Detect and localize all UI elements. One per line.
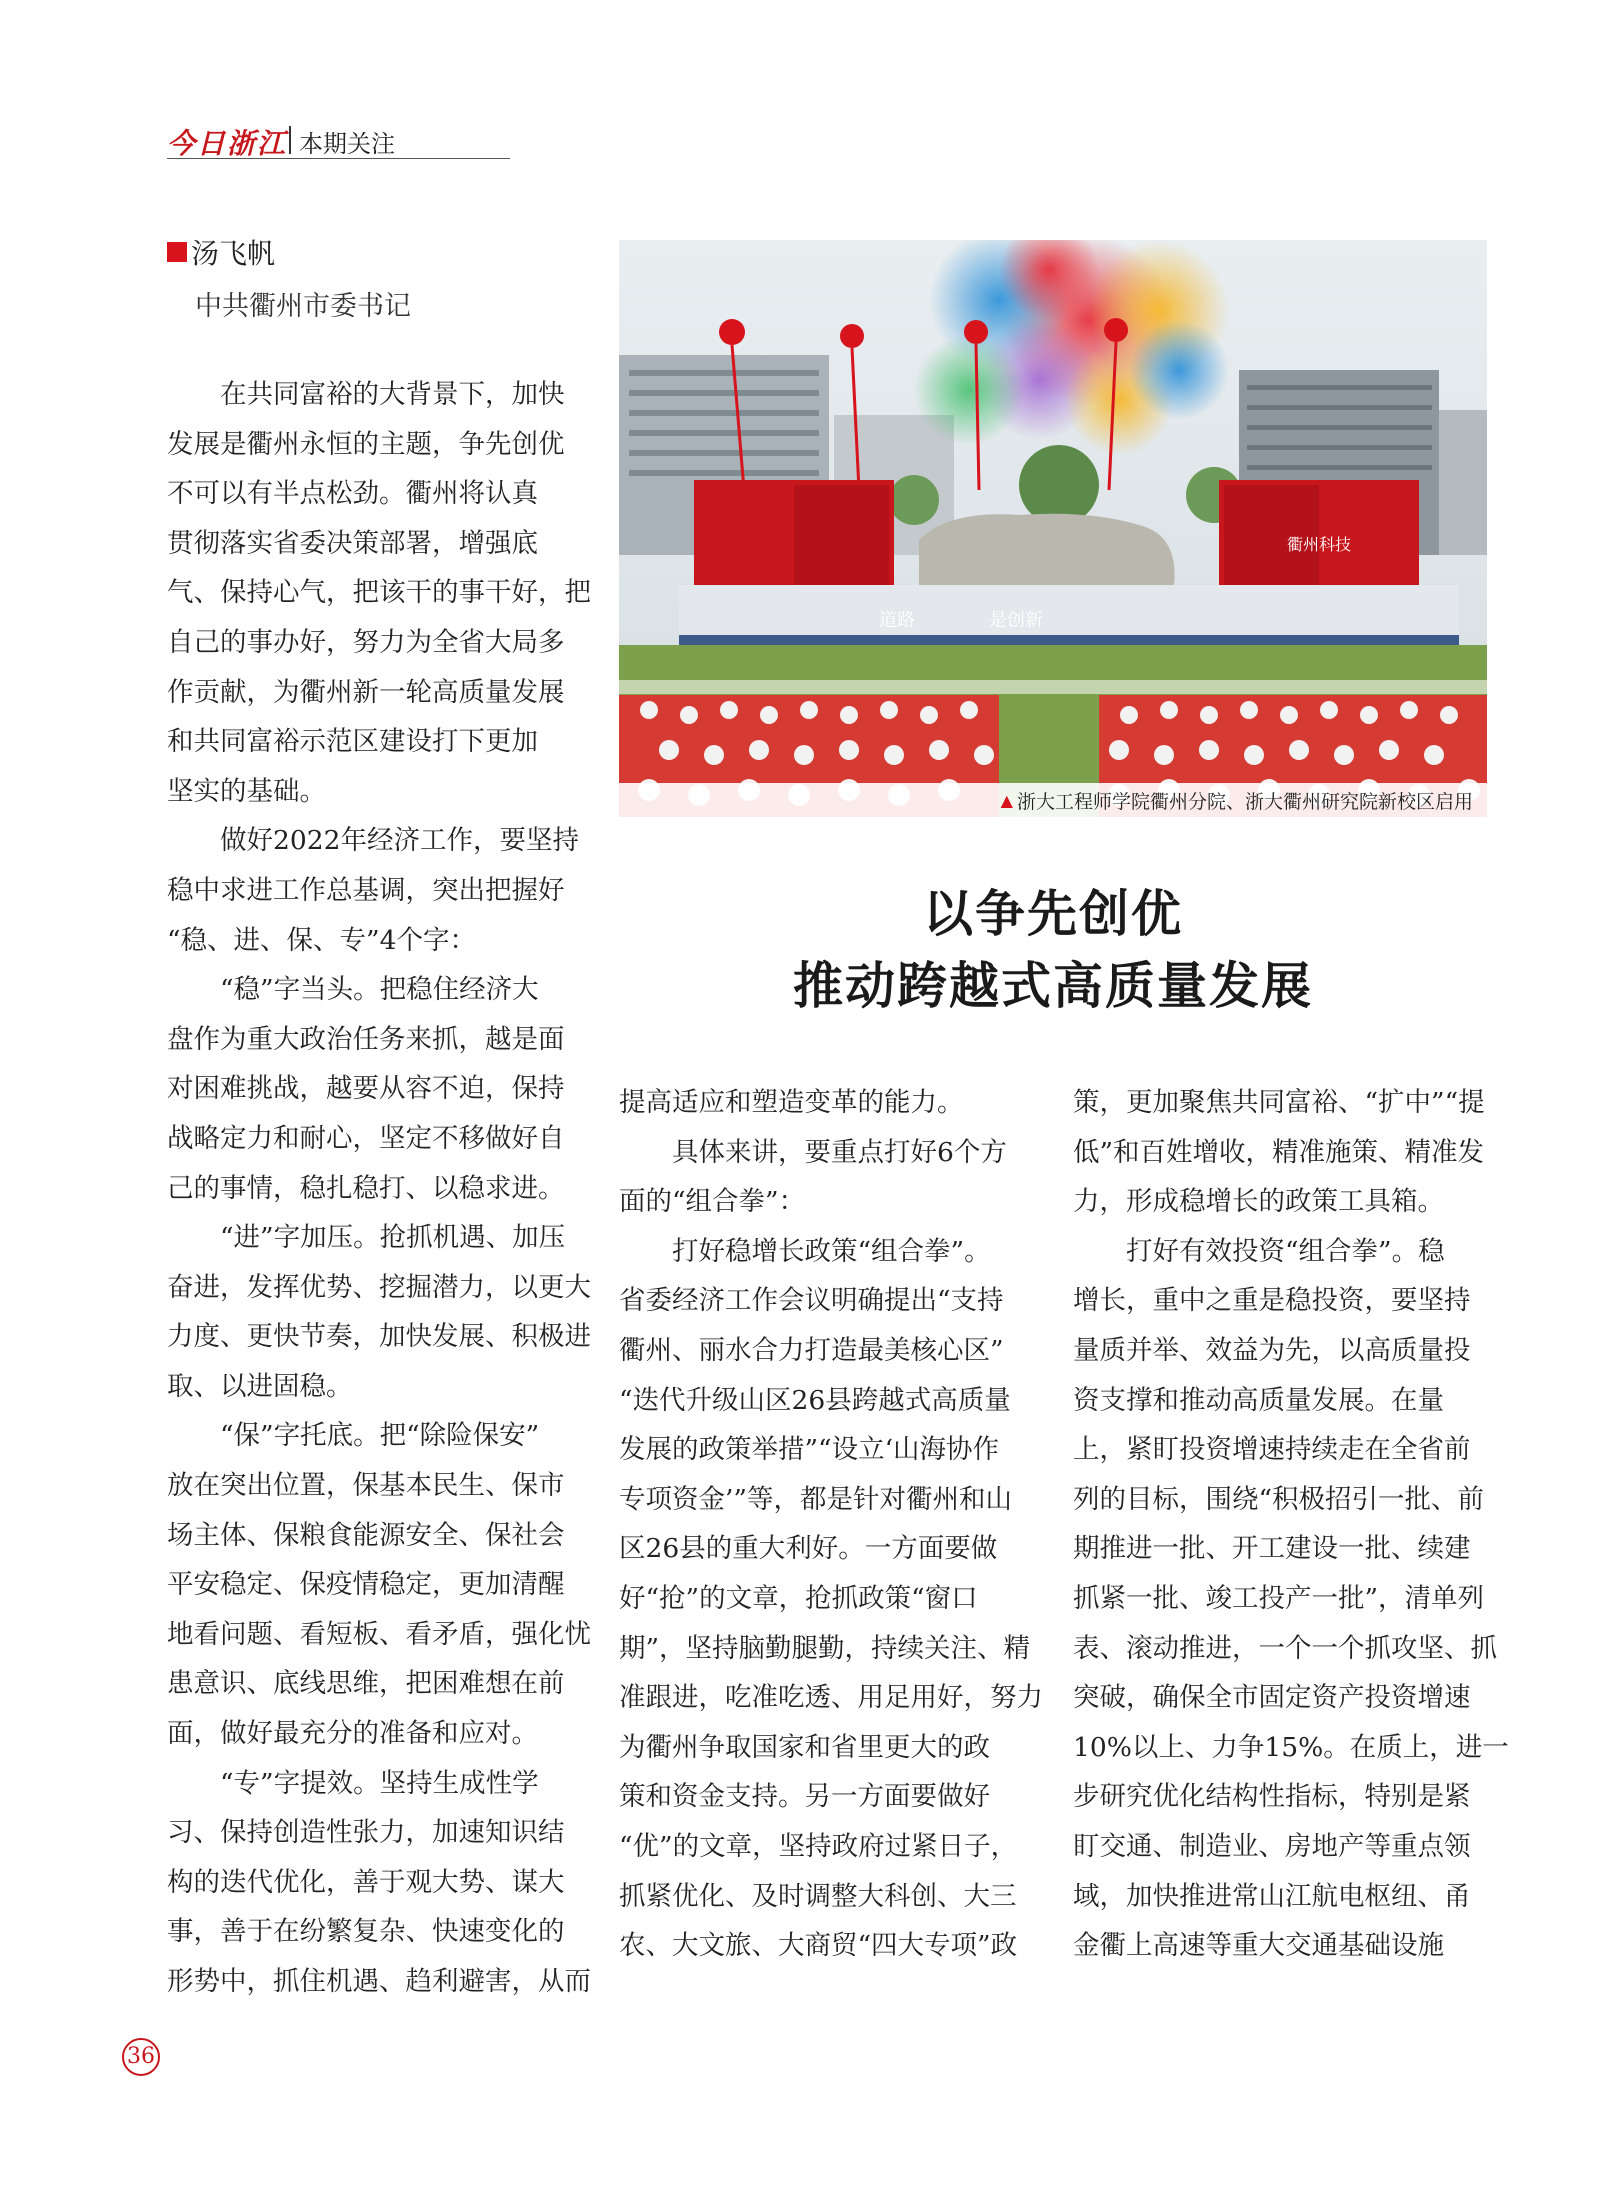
article-text-line: 打好有效投资“组合拳”。稳 <box>1073 1235 1445 1267</box>
article-text-line: 自己的事办好，努力为全省大局多 <box>167 626 565 658</box>
stage-text-right: 是创新 <box>989 610 1043 631</box>
section-label: 本期关注 <box>299 130 395 158</box>
article-text-line: 准跟进，吃准吃透、用足用好，努力 <box>619 1682 1043 1714</box>
article-text-line: “专”字提效。坚持生成性学 <box>167 1767 539 1799</box>
article-text-line: 发展是衢州永恒的主题，争先创优 <box>167 428 565 460</box>
article-text-line: 上，紧盯投资增速持续走在全省前 <box>1073 1434 1471 1466</box>
article-text-line: 为衢州争取国家和省里更大的政 <box>619 1731 990 1763</box>
article-text-line: 量质并举、效益为先，以高质量投 <box>1073 1334 1471 1366</box>
article-text-line: 稳中求进工作总基调，突出把握好 <box>167 874 565 906</box>
article-text-line: “保”字托底。把“除险保安” <box>167 1420 540 1452</box>
article-text-line: 平安稳定、保疫情稳定，更加清醒 <box>167 1569 565 1601</box>
photo-caption <box>1001 787 1473 814</box>
page-number: 36 <box>122 2038 160 2076</box>
article-text-line: 衢州、丽水合力打造最美核心区” <box>619 1334 1004 1366</box>
article-text-line: 患意识、底线思维，把困难想在前 <box>167 1668 565 1700</box>
article-text-line: 专项资金’”等，都是针对衢州和山 <box>619 1483 1012 1515</box>
article-text-line: 力度、更快节奏，加快发展、积极进 <box>167 1321 591 1353</box>
article-text-line: 提高适应和塑造变革的能力。 <box>619 1087 964 1118</box>
article-text-line: 气、保持心气，把该干的事干好，把 <box>167 577 591 609</box>
article-text-line: 事，善于在纷繁复杂、快速变化的 <box>167 1916 565 1948</box>
header-divider <box>289 126 291 154</box>
author-name: 汤飞帆 <box>191 237 276 270</box>
stage-text-left: 道路 <box>879 610 915 631</box>
article-text-line: 形势中，抓住机遇、趋利避害，从而 <box>167 1966 591 1997</box>
article-text-line: 资支撑和推动高质量发展。在量 <box>1073 1384 1444 1416</box>
article-text-line: “稳”字当头。把稳住经济大 <box>167 974 539 1006</box>
author-marker-icon <box>167 242 187 262</box>
article-text-line: 区26县的重大利好。一方面要做 <box>619 1533 998 1565</box>
article-text-line: 地看问题、看短板、看矛盾，强化忧 <box>167 1618 591 1650</box>
article-text-line: 策和资金支持。另一方面要做好 <box>619 1781 990 1813</box>
author-block <box>167 232 411 323</box>
article-text-line: 面的“组合拳”： <box>619 1186 806 1218</box>
article-text-line: 发展的政策举措”“设立‘山海协作 <box>619 1434 1000 1466</box>
article-text-line: 策，更加聚焦共同富裕、“扩中”“提 <box>1073 1087 1485 1118</box>
article-text-line: 表、滚动推进，一个一个抓攻坚、抓 <box>1073 1632 1497 1664</box>
article-text-line: 习、保持创造性张力，加速知识结 <box>167 1817 565 1849</box>
article-text-line: 奋进，发挥优势、挖掘潜力，以更大 <box>167 1271 591 1303</box>
article-text-line: 战略定力和耐心，坚定不移做好自 <box>167 1122 565 1154</box>
event-photo-illustration <box>619 240 1487 817</box>
article-text-line: 盘作为重大政治任务来抓，越是面 <box>167 1023 565 1055</box>
article-text-line: 增长，重中之重是稳投资，要坚持 <box>1073 1285 1471 1317</box>
article-text-line: 在共同富裕的大背景下，加快 <box>167 379 565 410</box>
article-text-line: 力，形成稳增长的政策工具箱。 <box>1073 1186 1444 1218</box>
article-text-line: 期推进一批、开工建设一批、续建 <box>1073 1533 1471 1565</box>
article-text-line: 列的目标，围绕“积极招引一批、前 <box>1073 1483 1485 1515</box>
article-text-line: 面，做好最充分的准备和应对。 <box>167 1718 538 1750</box>
article-text-line: 场主体、保粮食能源安全、保社会 <box>167 1519 565 1551</box>
article-text-line: 坚实的基础。 <box>167 775 326 807</box>
banner-text: 衢州科技 <box>1286 535 1352 554</box>
article-text-line: 突破，确保全市固定资产投资增速 <box>1073 1682 1471 1714</box>
article-text-line: 打好稳增长政策“组合拳”。 <box>619 1235 991 1267</box>
article-text-line: 不可以有半点松劲。衢州将认真 <box>167 478 538 510</box>
article-text-line: “稳、进、保、专”4个字： <box>167 924 476 956</box>
article-text-line: 期”，坚持脑勤腿勤，持续关注、精 <box>619 1632 1031 1664</box>
triangle-up-icon: ▲ <box>1000 791 1013 810</box>
article-text-line: 抓紧一批、竣工投产一批”，清单列 <box>1073 1582 1485 1614</box>
article-text-line: 作贡献，为衢州新一轮高质量发展 <box>167 676 565 708</box>
article-text-line: 域，加快推进常山江航电枢纽、甬 <box>1073 1880 1471 1912</box>
article-text-line: 贯彻落实省委决策部署，增强底 <box>167 527 538 559</box>
article-text-line: 10%以上、力争15%。在质上，进一 <box>1073 1731 1509 1763</box>
article-text-line: 己的事情，稳扎稳打、以稳求进。 <box>167 1172 565 1204</box>
event-photo <box>619 240 1487 817</box>
photo-caption-text: 浙大工程师学院衢州分院、浙大衢州研究院新校区启用 <box>1016 791 1473 813</box>
article-text-line: 金衢上高速等重大交通基础设施 <box>1073 1930 1444 1962</box>
author-title: 中共衢州市委书记 <box>195 291 411 322</box>
magazine-logo: 今日浙江 <box>167 127 288 160</box>
article-text-line: 抓紧优化、及时调整大科创、大三 <box>619 1880 1017 1912</box>
article-text-line: 低”和百姓增收，精准施策、精准发 <box>1073 1136 1485 1168</box>
article-text-line: 取、以进固稳。 <box>167 1370 353 1402</box>
article-text-line: 好“抢”的文章，抢抓政策“窗口 <box>619 1582 978 1614</box>
article-text-line: “进”字加压。抢抓机遇、加压 <box>167 1222 566 1254</box>
photo-caption-bar <box>619 783 1487 817</box>
article-title <box>619 878 1487 1022</box>
article-column-2 <box>619 1078 1043 1971</box>
article-text-line: 构的迭代优化，善于观大势、谋大 <box>167 1866 565 1898</box>
article-text-line: “迭代升级山区26县跨越式高质量 <box>619 1384 1011 1416</box>
article-title-line-1: 以争先创优 <box>923 884 1183 943</box>
article-text-line: 步研究优化结构性指标，特别是紧 <box>1073 1781 1471 1813</box>
article-text-line: 农、大文旅、大商贸“四大专项”政 <box>619 1930 1018 1962</box>
article-column-3 <box>1073 1078 1509 1971</box>
article-text-line: 对困难挑战，越要从容不迫，保持 <box>167 1073 565 1105</box>
article-text-line: 具体来讲，要重点打好6个方 <box>619 1136 1007 1168</box>
article-text-line: 做好2022年经济工作，要坚持 <box>167 825 579 857</box>
article-text-line: 盯交通、制造业、房地产等重点领 <box>1073 1830 1471 1862</box>
article-text-line: 省委经济工作会议明确提出“支持 <box>619 1285 1004 1317</box>
article-column-1 <box>167 370 591 2007</box>
article-title-line-2: 推动跨越式高质量发展 <box>793 956 1313 1015</box>
article-text-line: 和共同富裕示范区建设打下更加 <box>167 726 538 758</box>
author-name-row <box>167 232 411 272</box>
article-text-line: 放在突出位置，保基本民生、保市 <box>167 1470 565 1502</box>
article-text-line: “优”的文章，坚持政府过紧日子， <box>619 1830 1018 1862</box>
page-header <box>167 122 510 159</box>
